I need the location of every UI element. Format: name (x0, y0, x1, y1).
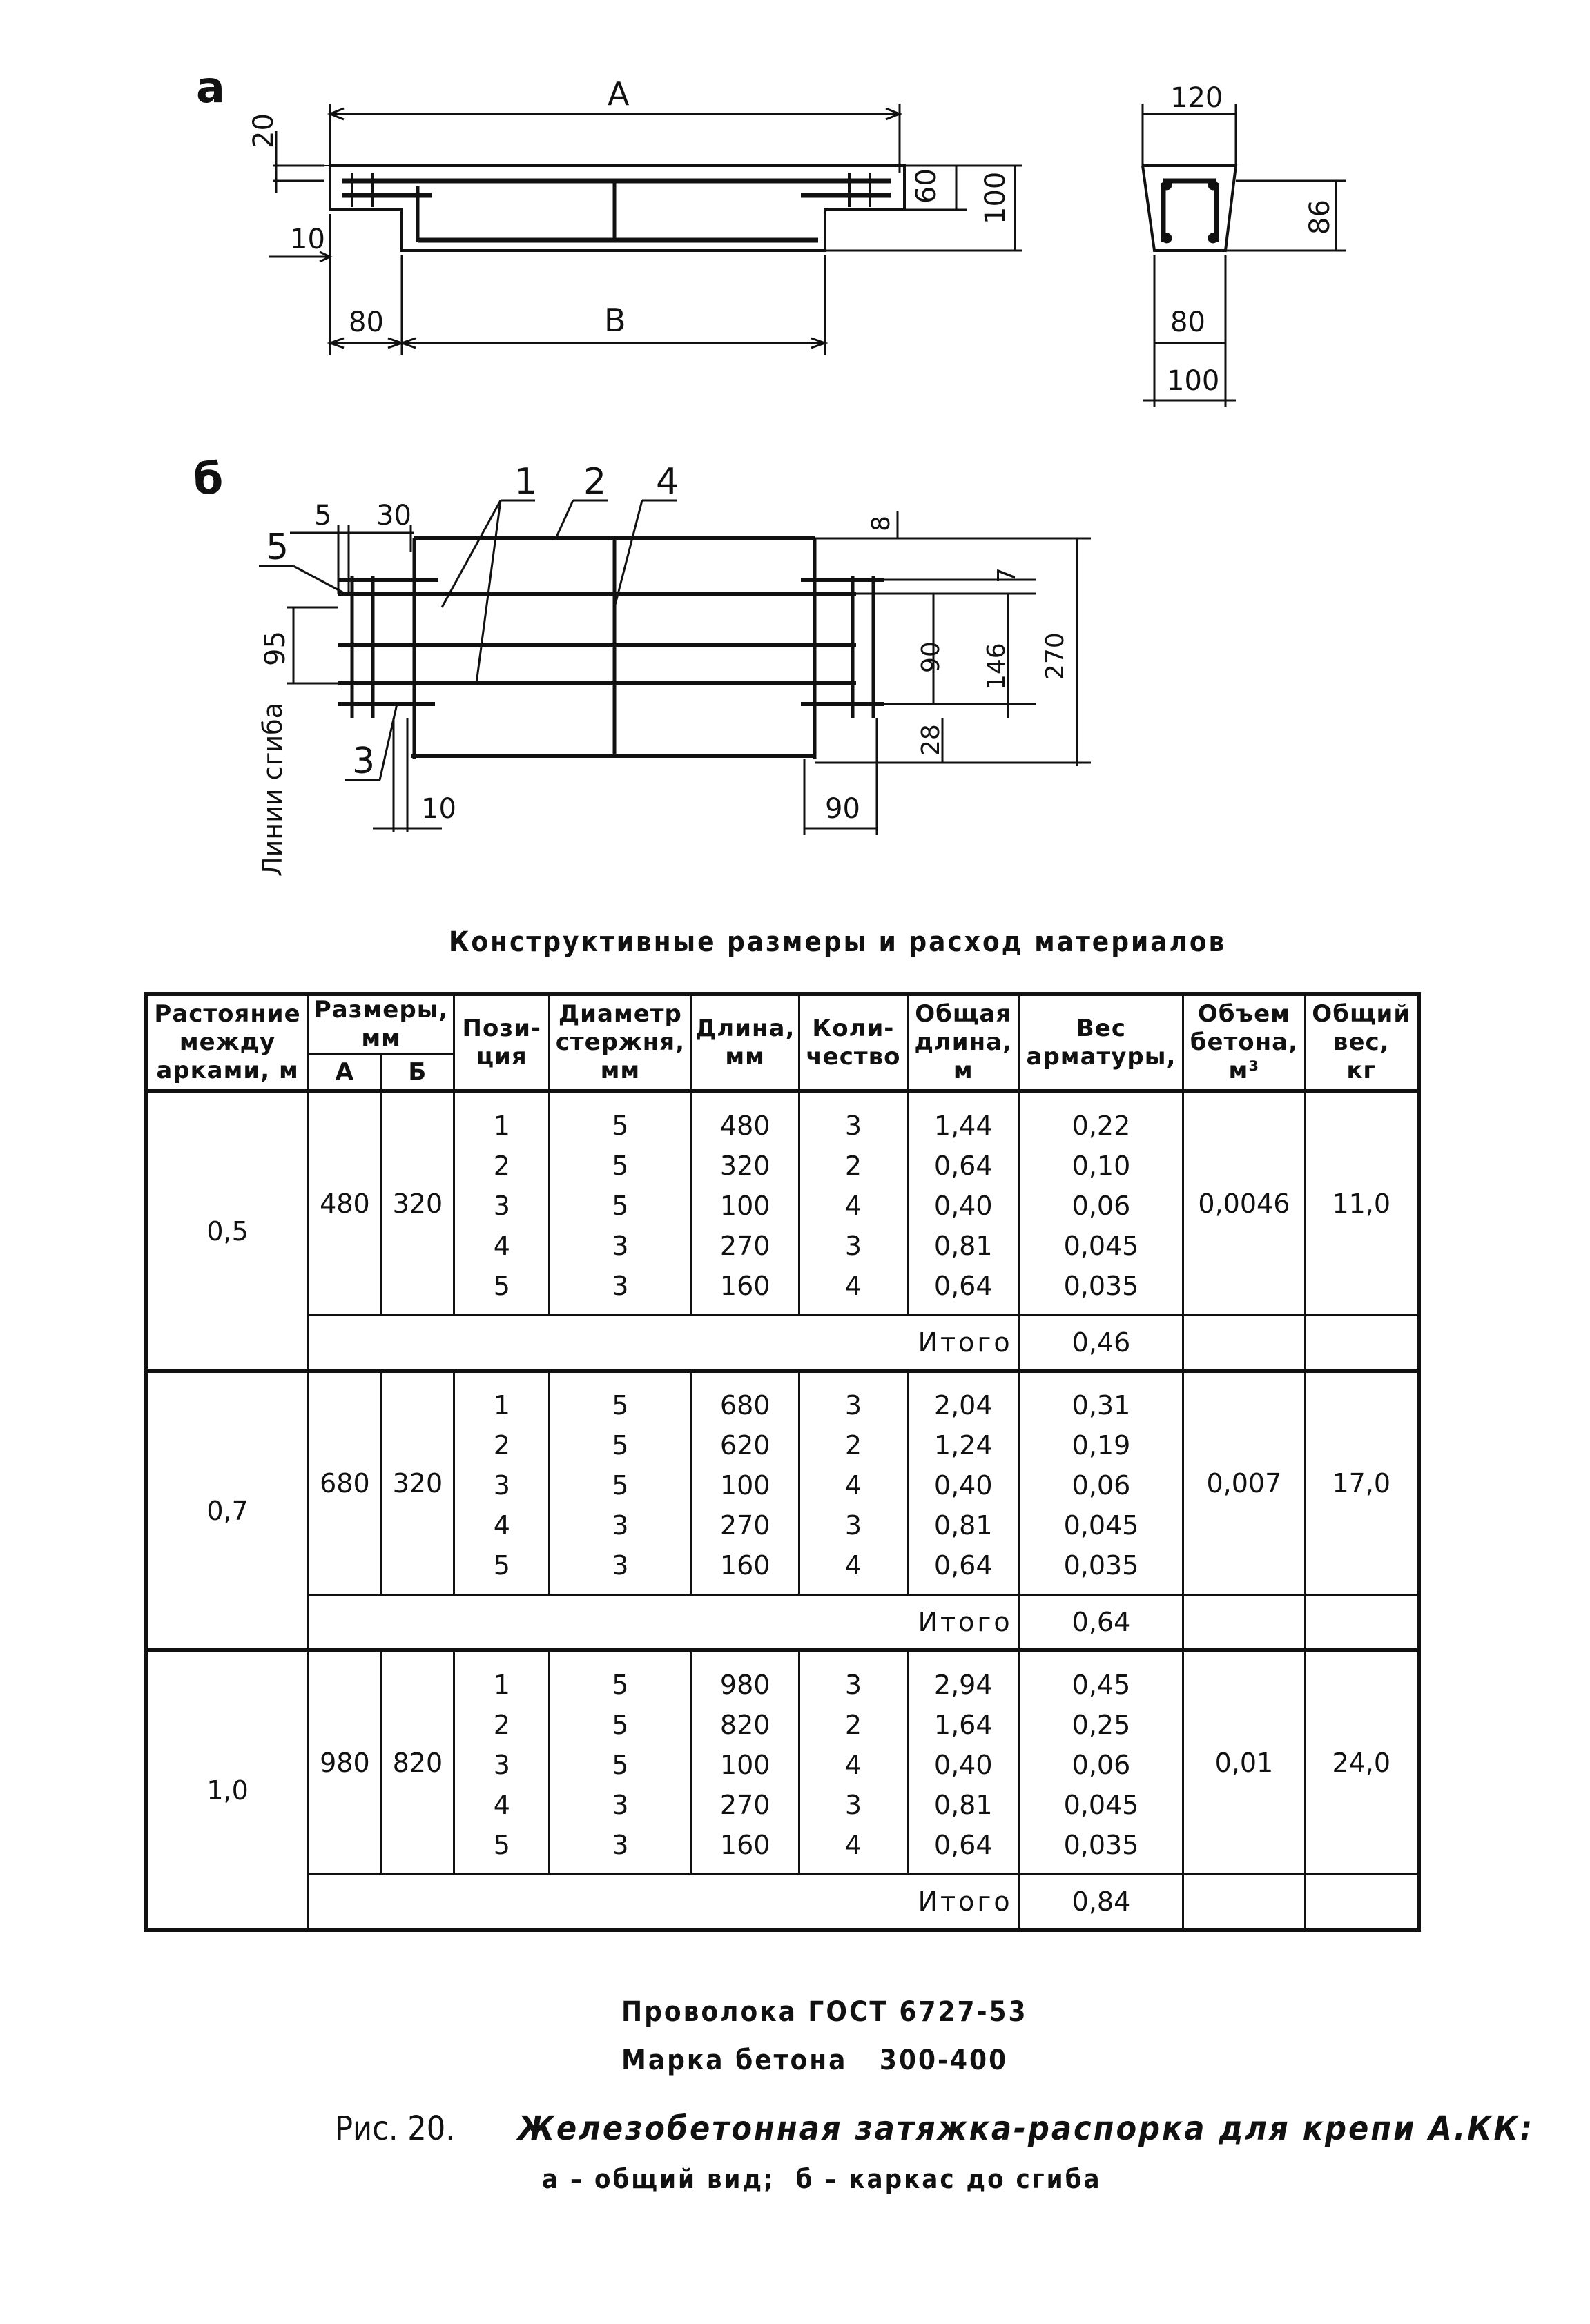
cell-quantities-value: 3 (844, 1670, 862, 1700)
cell-lengths (691, 1091, 799, 1316)
drawing-a-label: а (196, 62, 225, 113)
cell-weights-value: 0,06 (1072, 1750, 1131, 1780)
cell-lengths-value: 480 (719, 1111, 770, 1141)
cell-weights (1019, 1650, 1183, 1875)
cell-weights-value: 0,035 (1063, 1830, 1139, 1860)
cell-total-lengths (907, 1650, 1019, 1875)
hdr-sizes: Размеры, мм (309, 994, 454, 1054)
itogo-value: 0,64 (1019, 1595, 1183, 1651)
dim-80-label: 80 (349, 306, 384, 338)
empty-cell (1183, 1875, 1305, 1931)
empty-cell (1183, 1595, 1305, 1651)
cell-lengths-value: 160 (719, 1271, 770, 1301)
dim-100-label: 100 (980, 171, 1011, 224)
hdr-size-a: А (309, 1054, 382, 1092)
table-row-total (146, 1875, 1419, 1931)
cell-positions-value: 4 (493, 1231, 510, 1261)
cell-positions (454, 1091, 550, 1316)
cell-total-lengths-value: 2,04 (933, 1390, 993, 1420)
cell-weights-value: 0,045 (1063, 1231, 1139, 1261)
cell-total-lengths-value: 2,94 (933, 1670, 993, 1700)
cell-size-a: 680 (309, 1371, 382, 1595)
cell-positions (454, 1650, 550, 1875)
cell-positions (454, 1371, 550, 1595)
drawing-b-label: б (193, 453, 224, 504)
pos-1-label: 1 (514, 461, 538, 502)
cell-weights-value: 0,10 (1072, 1151, 1131, 1181)
cell-concrete-volume: 0,0046 (1183, 1091, 1305, 1316)
bend-lines-label: Линии сгиба (258, 703, 288, 877)
cell-lengths-value: 620 (719, 1430, 770, 1461)
cell-quantities-value: 4 (844, 1830, 862, 1860)
cell-concrete-volume: 0,01 (1183, 1650, 1305, 1875)
cell-weights (1019, 1371, 1183, 1595)
cell-weights (1019, 1091, 1183, 1316)
cell-total-lengths-value: 1,64 (933, 1710, 993, 1740)
cell-positions-value: 2 (493, 1430, 510, 1461)
itogo-label: Итого (309, 1316, 1020, 1371)
cell-total-lengths-value: 0,64 (933, 1550, 993, 1581)
cell-size-b: 820 (381, 1650, 454, 1875)
dim-90-label: 90 (825, 793, 860, 825)
dim-60-label: 60 (911, 168, 942, 204)
cell-total-lengths-value: 0,64 (933, 1151, 993, 1181)
empty-cell (1183, 1316, 1305, 1371)
cell-quantities-value: 3 (844, 1790, 862, 1820)
cell-diameters-value: 5 (612, 1710, 629, 1740)
cell-diameters-value: 5 (612, 1191, 629, 1221)
cell-lengths-value: 100 (719, 1750, 770, 1780)
dim-10-label: 10 (290, 224, 325, 255)
cell-size-b: 320 (381, 1371, 454, 1595)
cell-lengths-value: 980 (719, 1670, 770, 1700)
cell-positions-value: 1 (493, 1390, 510, 1420)
cell-quantities (799, 1371, 908, 1595)
cell-weights-value: 0,19 (1072, 1430, 1131, 1461)
cell-quantities (799, 1091, 908, 1316)
cell-total-lengths (907, 1091, 1019, 1316)
cell-lengths-value: 160 (719, 1550, 770, 1581)
hdr-size-b: Б (381, 1054, 454, 1092)
cell-diameters-value: 5 (612, 1111, 629, 1141)
dim-146-label: 146 (982, 643, 1011, 690)
cell-lengths-value: 100 (719, 1191, 770, 1221)
hdr-concrete-volume: Объем бетона, м³ (1183, 994, 1305, 1091)
cell-positions-value: 4 (493, 1790, 510, 1820)
cell-size-a: 480 (309, 1091, 382, 1316)
cell-quantities-value: 2 (844, 1151, 862, 1181)
cell-weights-value: 0,45 (1072, 1670, 1131, 1700)
dim-7-label: 7 (993, 567, 1021, 583)
table-row (146, 1650, 1419, 1875)
cell-distance: 1,0 (146, 1650, 309, 1930)
cell-weights-value: 0,035 (1063, 1271, 1139, 1301)
table-row-total (146, 1595, 1419, 1651)
dim-b-label: В (604, 302, 626, 339)
cell-diameters (550, 1650, 691, 1875)
cell-total-lengths-value: 0,81 (933, 1231, 993, 1261)
cell-diameters-value: 5 (612, 1151, 629, 1181)
cell-positions-value: 3 (493, 1470, 510, 1501)
cell-total-lengths-value: 0,40 (933, 1750, 993, 1780)
dim-86-label: 86 (1304, 199, 1336, 235)
cell-distance: 0,5 (146, 1091, 309, 1371)
table-body (146, 1091, 1419, 1930)
cell-lengths-value: 100 (719, 1470, 770, 1501)
cell-diameters-value: 5 (612, 1470, 629, 1501)
cell-total-weight: 17,0 (1305, 1371, 1419, 1595)
cell-weights-value: 0,22 (1072, 1111, 1131, 1141)
table-title: Конструктивные размеры и расход материалов (449, 926, 1227, 958)
cell-total-lengths-value: 0,64 (933, 1830, 993, 1860)
dim-a-label: A (608, 75, 630, 113)
pos-5-label: 5 (266, 527, 289, 568)
cell-size-a: 980 (309, 1650, 382, 1875)
dim-5-label: 5 (314, 500, 332, 531)
note-concrete: Марка бетона 300-400 (621, 2044, 1009, 2076)
empty-cell (1305, 1875, 1419, 1931)
cell-lengths-value: 680 (719, 1390, 770, 1420)
empty-cell (1305, 1316, 1419, 1371)
hdr-diameter: Диаметр стержня, мм (550, 994, 691, 1091)
hdr-position: Пози- ция (454, 994, 550, 1091)
pos-3-label: 3 (352, 741, 376, 782)
itogo-value: 0,46 (1019, 1316, 1183, 1371)
cell-quantities (799, 1650, 908, 1875)
cell-lengths-value: 270 (719, 1231, 770, 1261)
dim-30-label: 30 (376, 500, 411, 531)
cell-quantities-value: 3 (844, 1111, 862, 1141)
cell-quantities-value: 4 (844, 1191, 862, 1221)
hdr-total-weight: Общий вес, кг (1305, 994, 1419, 1091)
cell-total-lengths-value: 0,64 (933, 1271, 993, 1301)
cell-diameters-value: 3 (612, 1830, 629, 1860)
cell-weights-value: 0,31 (1072, 1390, 1131, 1420)
itogo-label: Итого (309, 1875, 1020, 1931)
cell-quantities-value: 3 (844, 1231, 862, 1261)
itogo-value: 0,84 (1019, 1875, 1183, 1931)
cell-weights-value: 0,035 (1063, 1550, 1139, 1581)
cell-total-weight: 11,0 (1305, 1091, 1419, 1316)
cell-lengths-value: 270 (719, 1790, 770, 1820)
cell-total-lengths-value: 0,81 (933, 1510, 993, 1541)
dim-8-label: 8 (867, 516, 895, 531)
dim-120-label: 120 (1170, 82, 1223, 114)
cell-weights-value: 0,25 (1072, 1710, 1131, 1740)
cell-diameters-value: 3 (612, 1231, 629, 1261)
hdr-total-length: Общая длина, м (907, 994, 1019, 1091)
hdr-quantity: Коли- чество (799, 994, 908, 1091)
cell-weights-value: 0,045 (1063, 1790, 1139, 1820)
cell-positions-value: 2 (493, 1151, 510, 1181)
cell-lengths (691, 1371, 799, 1595)
table-row (146, 1371, 1419, 1595)
dim-10b-label: 10 (421, 793, 456, 825)
cell-size-b: 320 (381, 1091, 454, 1316)
dim-80b-label: 80 (1170, 306, 1205, 338)
spec-table (144, 992, 1421, 1932)
cell-diameters-value: 5 (612, 1390, 629, 1420)
cell-diameters-value: 3 (612, 1550, 629, 1581)
cell-positions-value: 5 (493, 1550, 510, 1581)
cell-diameters (550, 1371, 691, 1595)
cell-total-weight: 24,0 (1305, 1650, 1419, 1875)
dim-95-label: 95 (260, 631, 291, 666)
pos-4-label: 4 (656, 461, 679, 502)
drawing-a (0, 0, 1590, 442)
hdr-weight: Вес арматуры, (1019, 994, 1183, 1091)
cell-diameters-value: 3 (612, 1271, 629, 1301)
cell-quantities-value: 3 (844, 1390, 862, 1420)
cell-weights-value: 0,06 (1072, 1191, 1131, 1221)
caption-fig: Рис. 20. (335, 2109, 455, 2148)
note-wire: Проволока ГОСТ 6727-53 (621, 1996, 1028, 2028)
table-row (146, 1091, 1419, 1316)
cell-quantities-value: 2 (844, 1710, 862, 1740)
caption-legend: а – общий вид; б – каркас до сгиба (542, 2164, 1102, 2194)
empty-cell (1305, 1595, 1419, 1651)
cell-lengths-value: 160 (719, 1830, 770, 1860)
dim-90v-label: 90 (917, 641, 945, 673)
cell-total-lengths-value: 1,24 (933, 1430, 993, 1461)
cell-positions-value: 5 (493, 1830, 510, 1860)
cell-lengths-value: 270 (719, 1510, 770, 1541)
cell-total-lengths (907, 1371, 1019, 1595)
cell-distance: 0,7 (146, 1371, 309, 1650)
cell-total-lengths-value: 1,44 (933, 1111, 993, 1141)
cell-quantities-value: 2 (844, 1430, 862, 1461)
cell-positions-value: 2 (493, 1710, 510, 1740)
cell-diameters-value: 5 (612, 1750, 629, 1780)
cell-quantities-value: 3 (844, 1510, 862, 1541)
cell-weights-value: 0,06 (1072, 1470, 1131, 1501)
cell-total-lengths-value: 0,40 (933, 1470, 993, 1501)
hdr-length: Длина, мм (691, 994, 799, 1091)
caption-title: Железобетонная затяжка-распорка для крепи А.КК: (518, 2109, 1535, 2148)
pos-2-label: 2 (583, 461, 607, 502)
cell-quantities-value: 4 (844, 1750, 862, 1780)
cell-positions-value: 4 (493, 1510, 510, 1541)
cell-lengths-value: 820 (719, 1710, 770, 1740)
cell-lengths-value: 320 (719, 1151, 770, 1181)
cell-positions-value: 3 (493, 1191, 510, 1221)
cell-positions-value: 1 (493, 1111, 510, 1141)
cell-quantities-value: 4 (844, 1550, 862, 1581)
cell-positions-value: 5 (493, 1271, 510, 1301)
cell-positions-value: 1 (493, 1670, 510, 1700)
dim-28-label: 28 (917, 724, 945, 756)
cell-diameters-value: 3 (612, 1510, 629, 1541)
cell-diameters-value: 3 (612, 1790, 629, 1820)
cell-weights-value: 0,045 (1063, 1510, 1139, 1541)
cell-total-lengths-value: 0,40 (933, 1191, 993, 1221)
itogo-label: Итого (309, 1595, 1020, 1651)
dim-270-label: 270 (1041, 632, 1069, 680)
cell-quantities-value: 4 (844, 1271, 862, 1301)
cell-diameters-value: 5 (612, 1670, 629, 1700)
hdr-distance: Растояние между арками, м (146, 994, 309, 1091)
cell-total-lengths-value: 0,81 (933, 1790, 993, 1820)
cell-positions-value: 3 (493, 1750, 510, 1780)
cell-diameters (550, 1091, 691, 1316)
drawing-b (0, 442, 1590, 897)
table-row-total (146, 1316, 1419, 1371)
dim-20-label: 20 (248, 113, 280, 148)
cell-lengths (691, 1650, 799, 1875)
cell-diameters-value: 5 (612, 1430, 629, 1461)
dim-100b-label: 100 (1167, 365, 1220, 397)
cell-concrete-volume: 0,007 (1183, 1371, 1305, 1595)
cell-quantities-value: 4 (844, 1470, 862, 1501)
